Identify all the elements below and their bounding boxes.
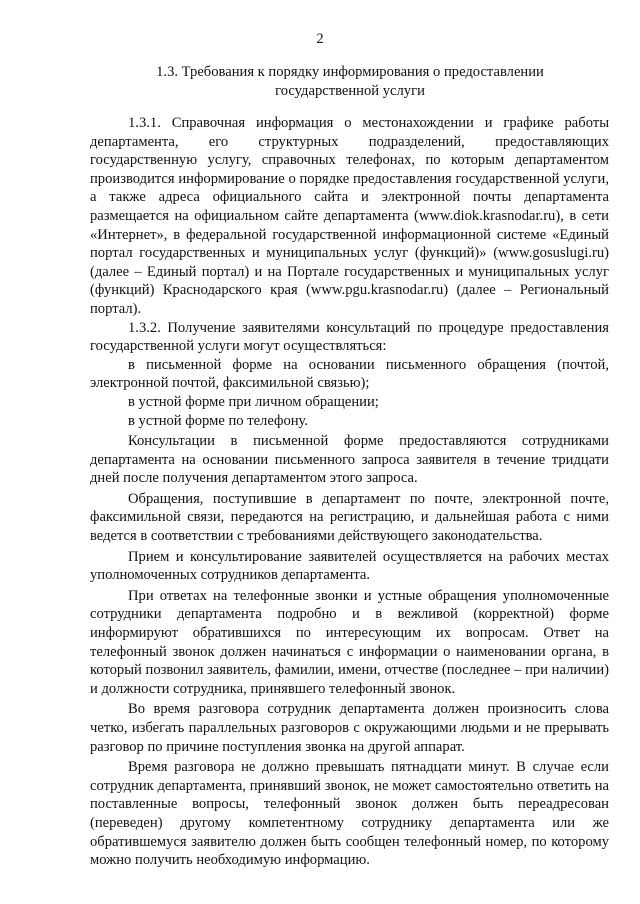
paragraph-incoming-appeals: Обращения, поступившие в департамент по почте, электронной почте, факсимильной связи, передаются на регистрацию, и дальнейшая работа с ними ведется в соответствии с требованиями действующего законодательства. [90, 490, 609, 545]
paragraph-conversation-conduct: Во время разговора сотрудник департамента должен произносить слова четко, избегать параллельных разговоров с окружающими людьми и не прерывать разговор по причине поступления звонка на другой аппарат. [90, 701, 609, 755]
paragraph-oral-by-phone: в устной форме по телефону. [128, 412, 309, 429]
paragraph-reception: Прием и консультирование заявителей осуществляется на рабочих местах уполномоченных сотрудников департамента. [90, 548, 609, 584]
paragraph-conversation-time: Время разговора не должно превышать пятнадцати минут. В случае если сотрудник департамента, принявший звонок, не может самостоятельно ответить на поставленные вопросы, телефонный звонок должен быть переадресован (переведен) другому компетентному сотруднику департамента или же обратившемуся заявителю должен быть сообщен телефонный номер, по которому можно получить необходимую информацию. [90, 759, 609, 869]
paragraph-written-form: в письменной форме на основании письменного обращения (почтой, электронной почтой, факсимильной связью); [90, 356, 609, 392]
section-heading-line-1: 1.3. Требования к порядку информирования о предоставлении [156, 64, 544, 80]
paragraph-phone-answers: При ответах на телефонные звонки и устные обращения уполномоченные сотрудники департамента подробно и в вежливой (корректной) форме информируют обратившихся по интересующим их вопросам. Ответ на телефонный звонок должен начинаться с информации о наименовании органа, в который позвонил заявитель, фамилии, имени, отчестве (последнее – при наличии) и должности сотрудника, принявшего телефонный звонок. [90, 587, 609, 697]
document-body [90, 114, 609, 870]
section-heading [90, 63, 610, 101]
paragraph-written-consultations: Консультации в письменной форме предоставляются сотрудниками департамента на основании письменного запроса заявителя в течение тридцати дней после получения департаментом этого запроса. [90, 433, 609, 487]
paragraph-1-3-2: 1.3.2. Получение заявителями консультаций по процедуре предоставления государственной услуги могут осуществляться: [90, 319, 609, 355]
paragraph-oral-in-person: в устной форме при личном обращении; [128, 393, 379, 410]
paragraph-1-3-1: 1.3.1. Справочная информация о местонахождении и графике работы департамента, его структурных подразделений, предоставляющих государственную услугу, справочных телефонах, по которым департаментом производится информирование о порядке предоставления государственной услуги, а также адреса официального сайта и электронной почты департамента размещается на официальном сайте департамента (www.diok.krasnodar.ru), в сети «Интернет», в федеральной государственной информационной системе «Единый портал государственных и муниципальных услуг (функций)» (www.gosuslugi.ru) (далее – Единый портал) и на Портале государственных и муниципальных услуг (функций) Краснодарского края (www.pgu.krasnodar.ru) (далее – Региональный портал). [90, 115, 609, 317]
section-heading-line-2: государственной услуги [275, 83, 425, 99]
page-number: 2 [316, 31, 324, 47]
